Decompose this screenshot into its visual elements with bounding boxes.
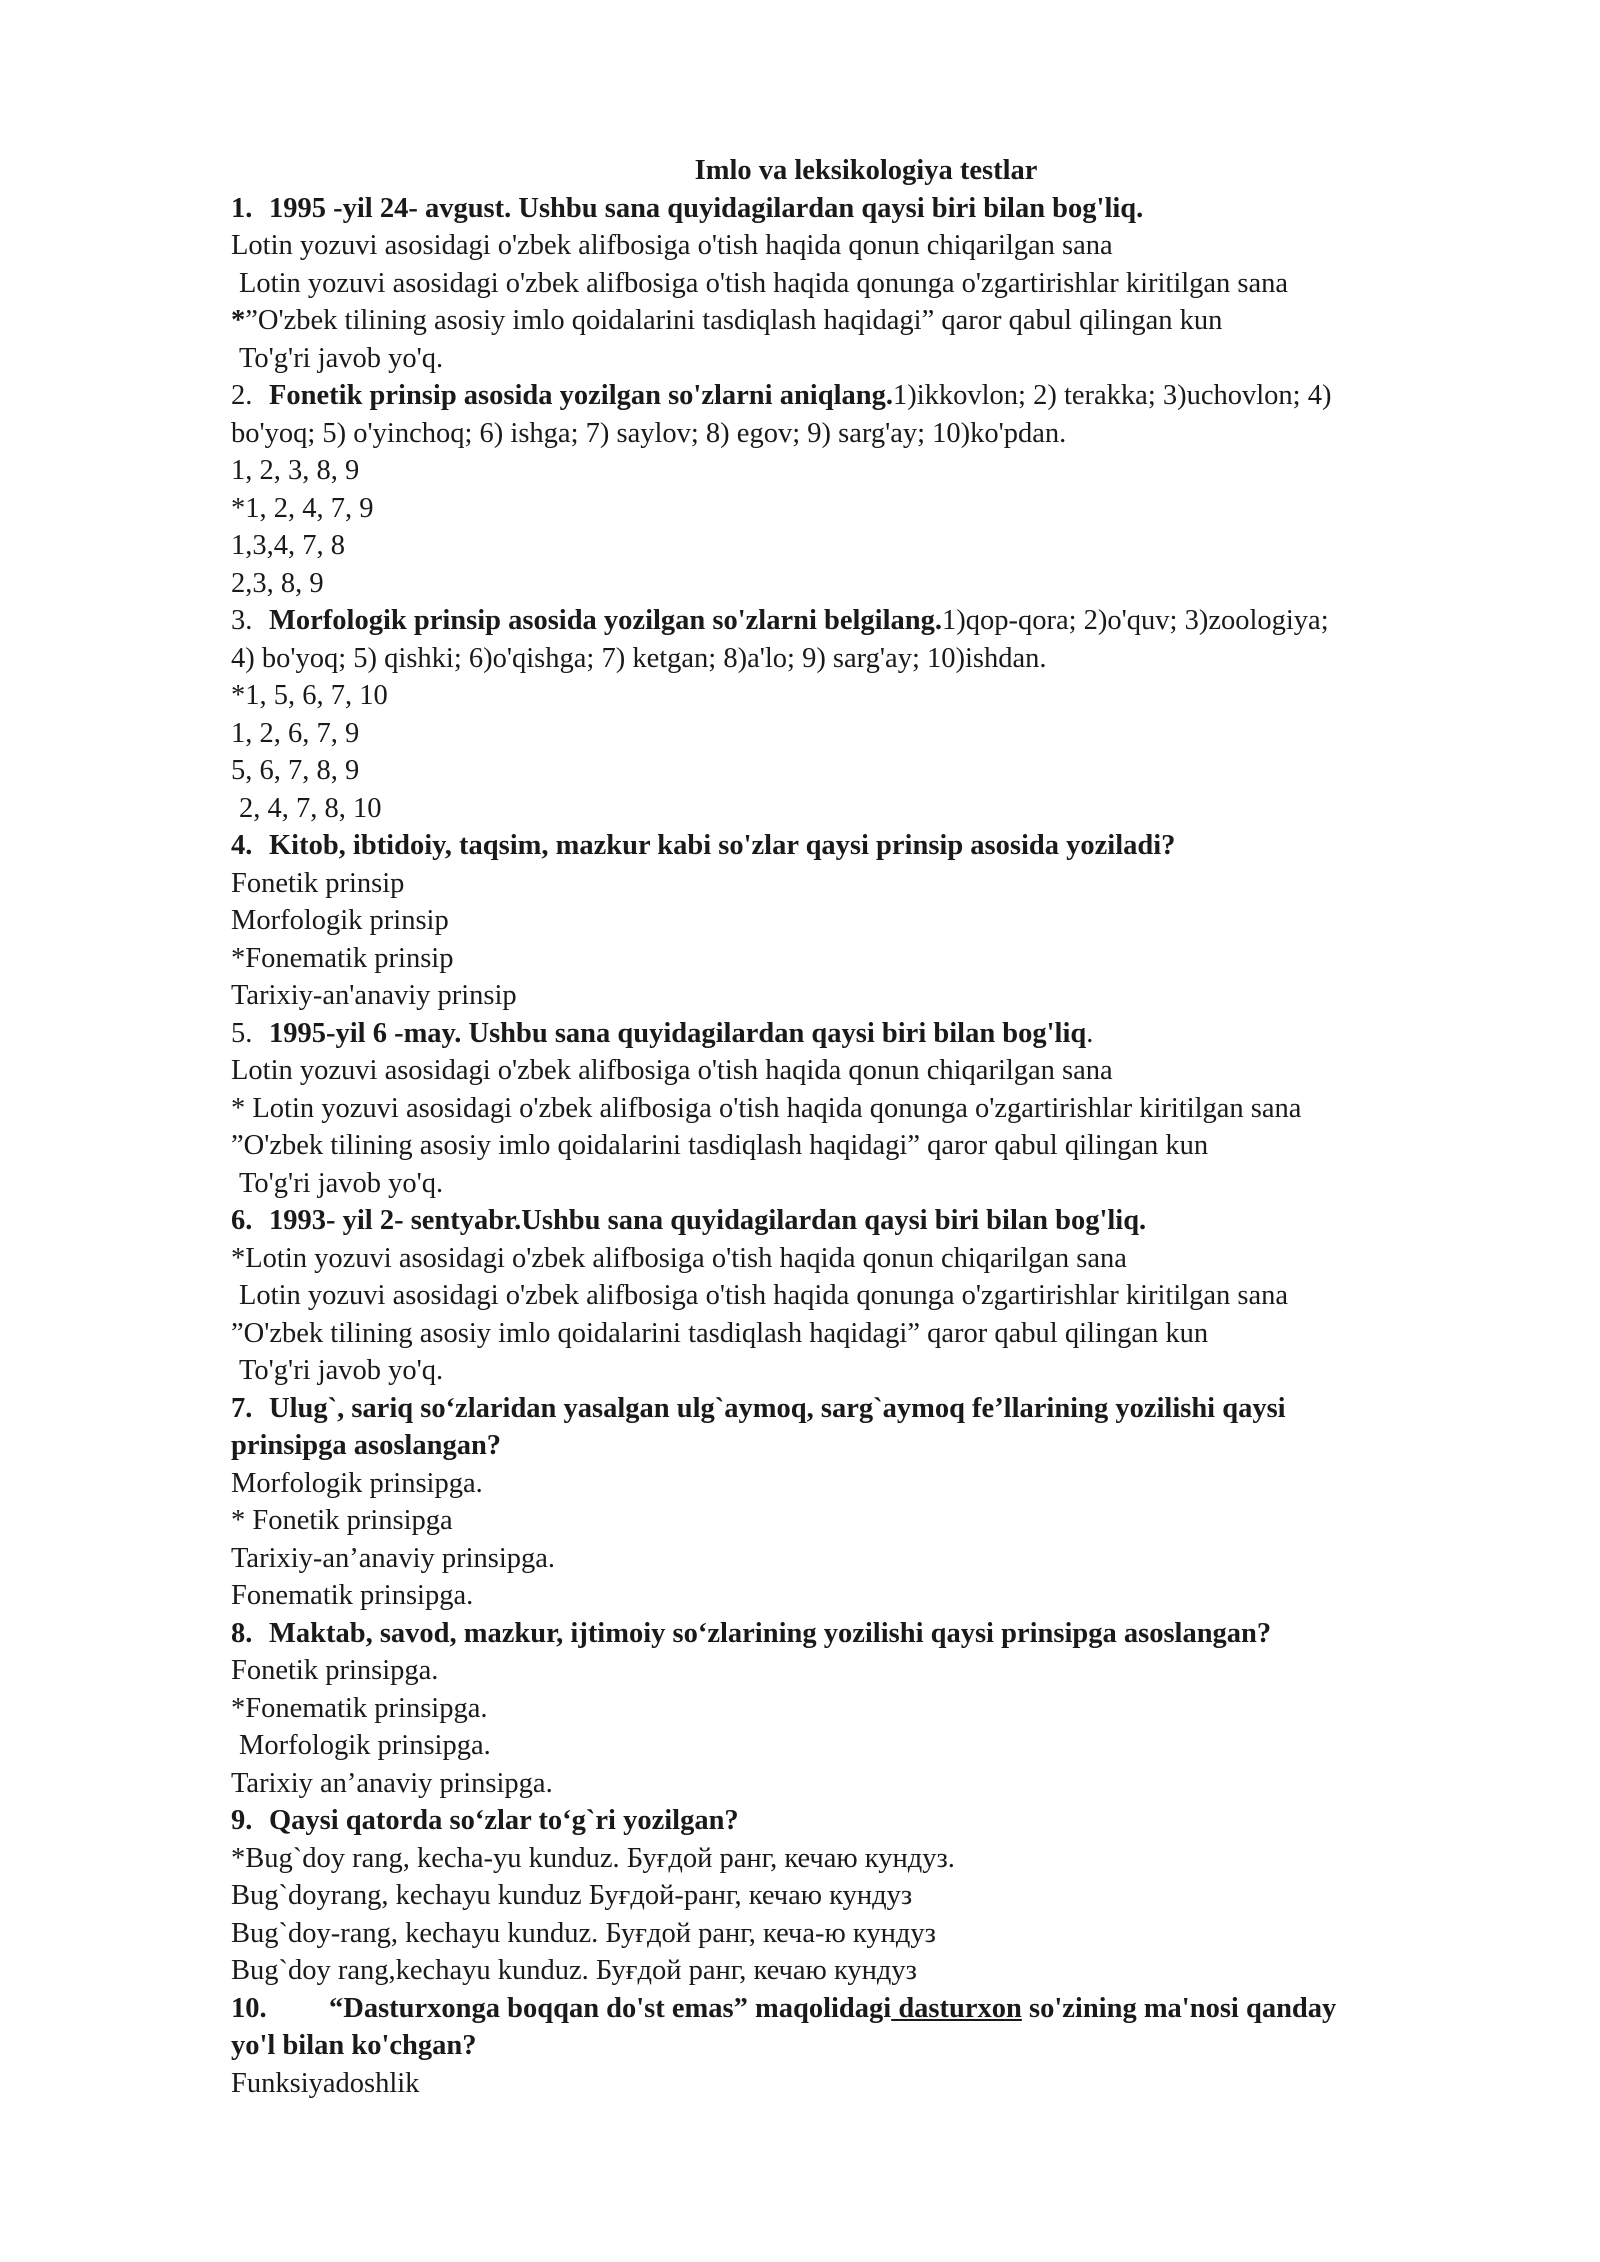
answer-option: Tarixiy an’anaviy prinsipga. [231,1767,553,1799]
question-10 [231,1990,1501,2028]
answer-option: Morfologik prinsip [231,905,449,936]
question-number: 6. [231,1205,253,1236]
question-number: 9. [231,1805,253,1836]
document-page [231,152,1501,2102]
question-text-line2: yo'l bilan ko'chgan? [231,2030,477,2061]
answer-option: Bug`doyrang, kechayu kunduz Буғдой-ранг, кечаю кундуз [231,1880,913,1911]
answer-option: Fonetik prinsip [231,867,405,899]
answer-option: To'g'ri javob yo'q. [239,1355,444,1386]
answer-option: *Lotin yozuvi asosidagi o'zbek alifbosiga o'tish haqida qonun chiqarilgan sana [231,1242,1127,1274]
answer-option: Lotin yozuvi asosidagi o'zbek alifbosiga o'tish haqida qonunga o'zgartirishlar kiritilgan sana [239,1280,1289,1311]
answer-option: To'g'ri javob yo'q. [239,342,444,374]
answer-option: *”O'zbek tilining asosiy imlo qoidalarini tasdiqlash haqidagi” qaror qabul qilingan kun [231,305,1223,336]
answer-option: *1, 5, 6, 7, 10 [231,680,388,711]
answer-option: 2,3, 8, 9 [231,567,324,599]
question-number: 1. [231,192,253,224]
answer-option: Lotin yozuvi asosidagi o'zbek alifbosiga o'tish haqida qonunga o'zgartirishlar kiritilgan sana [239,267,1289,299]
question-7 [231,1390,1501,1428]
underlined-word: dasturxon [891,1992,1022,2024]
question-6 [231,1202,1501,1240]
question-2 [231,377,1501,415]
answer-option: Fonetik prinsipga. [231,1655,439,1686]
question-number: 7. [231,1392,253,1424]
answer-option: * Fonetik prinsipga [231,1505,453,1536]
answer-option: Lotin yozuvi asosidagi o'zbek alifbosiga o'tish haqida qonun chiqarilgan sana [231,1055,1113,1086]
question-text-tail: 1)ikkovlon; 2) terakka; 3)uchovlon; 4) [892,380,1332,411]
question-text: Morfologik prinsip asosida yozilgan so'zlarni belgilang. [269,605,942,636]
answer-option: Lotin yozuvi asosidagi o'zbek alifbosiga o'tish haqida qonun chiqarilgan sana [231,230,1113,261]
question-text: 1993- yil 2- sentyabr.Ushbu sana quyidagilardan qaysi biri bilan bog'liq. [269,1205,1147,1236]
question-text: Ulug`, sariq so‘zlaridan yasalgan ulg`aymoq, sarg`aymoq fe’llarining yozilishi qaysi [269,1392,1286,1424]
question-9 [231,1802,1501,1840]
question-text-tail: 1)qop-qora; 2)o'quv; 3)zoologiya; [942,605,1329,636]
document-title: Imlo va leksikologiya testlar [694,155,1038,186]
answer-option: Morfologik prinsipga. [231,1467,483,1499]
answer-option: 2, 4, 7, 8, 10 [239,792,382,824]
question-text: “Dasturxonga boqqan do'st emas” maqolidagi [329,1992,892,2024]
question-number: 3. [231,605,253,636]
question-5 [231,1015,1501,1053]
question-number: 10. [231,1992,267,2024]
answer-option: ”O'zbek tilining asosiy imlo qoidalarini tasdiqlash haqidagi” qaror qabul qilingan kun [231,1317,1209,1349]
answer-option: *Bug`doy rang, kecha-yu kunduz. Буғдой ранг, кечаю кундуз. [231,1842,955,1874]
question-number: 5. [231,1017,253,1049]
question-number: 8. [231,1617,253,1649]
question-text: Kitob, ibtidoiy, taqsim, mazkur kabi so'zlar qaysi prinsip asosida yoziladi? [269,830,1176,861]
answer-option: *Fonematik prinsipga. [231,1692,488,1724]
answer-option: Funksiyadoshlik [231,2067,420,2099]
answer-option: 1, 2, 3, 8, 9 [231,455,360,486]
question-number: 4. [231,830,253,861]
question-text-line2: 4) bo'yoq; 5) qishki; 6)o'qishga; 7) ketgan; 8)a'lo; 9) sarg'ay; 10)ishdan. [231,642,1047,674]
answer-option: ”O'zbek tilining asosiy imlo qoidalarini tasdiqlash haqidagi” qaror qabul qilingan kun [231,1130,1209,1161]
answer-option: Bug`doy-rang, kechayu kunduz. Буғдой ранг, кеча-ю кундуз [231,1917,936,1949]
answer-option: To'g'ri javob yo'q. [239,1167,444,1199]
answer-option: Tarixiy-an’anaviy prinsipga. [231,1542,556,1574]
question-text-tail: so'zining ma'nosi qanday [1021,1992,1337,2024]
answer-option: Morfologik prinsipga. [239,1730,491,1761]
question-8 [231,1615,1501,1653]
question-1 [231,190,1501,228]
answer-option: 1, 2, 6, 7, 9 [231,717,360,749]
answer-option: * Lotin yozuvi asosidagi o'zbek alifbosiga o'tish haqida qonunga o'zgartirishlar kiritilgan sana [231,1092,1302,1124]
question-text-line2: bo'yoq; 5) o'yinchoq; 6) ishga; 7) saylov; 8) egov; 9) sarg'ay; 10)ko'pdan. [231,417,1067,449]
question-text-line2: prinsipga asoslangan? [231,1430,502,1461]
question-text: 1995-yil 6 -may. Ushbu sana quyidagilardan qaysi biri bilan bog'liq [269,1017,1087,1049]
answer-option: 1,3,4, 7, 8 [231,530,345,561]
answer-option: 5, 6, 7, 8, 9 [231,755,360,786]
question-text: 1995 -yil 24- avgust. Ushbu sana quyidagilardan qaysi biri bilan bog'liq. [269,192,1144,224]
question-number: 2. [231,380,253,411]
answer-option: Tarixiy-an'anaviy prinsip [231,980,517,1011]
correct-answer-marker: * [231,305,246,336]
question-text: Maktab, savod, mazkur, ijtimoiy so‘zlarining yozilishi qaysi prinsipga asoslangan? [269,1617,1272,1649]
question-4 [231,827,1501,865]
question-text-tail: . [1086,1017,1094,1049]
question-text: Fonetik prinsip asosida yozilgan so'zlarni aniqlang. [269,380,893,411]
question-3 [231,602,1501,640]
answer-option: *Fonematik prinsip [231,942,454,974]
answer-option: Fonematik prinsipga. [231,1580,474,1611]
answer-option: Bug`doy rang,kechayu kunduz. Буғдой ранг, кечаю кундуз [231,1955,917,1986]
question-text: Qaysi qatorda so‘zlar to‘g`ri yozilgan? [269,1805,739,1836]
answer-option: *1, 2, 4, 7, 9 [231,492,374,524]
